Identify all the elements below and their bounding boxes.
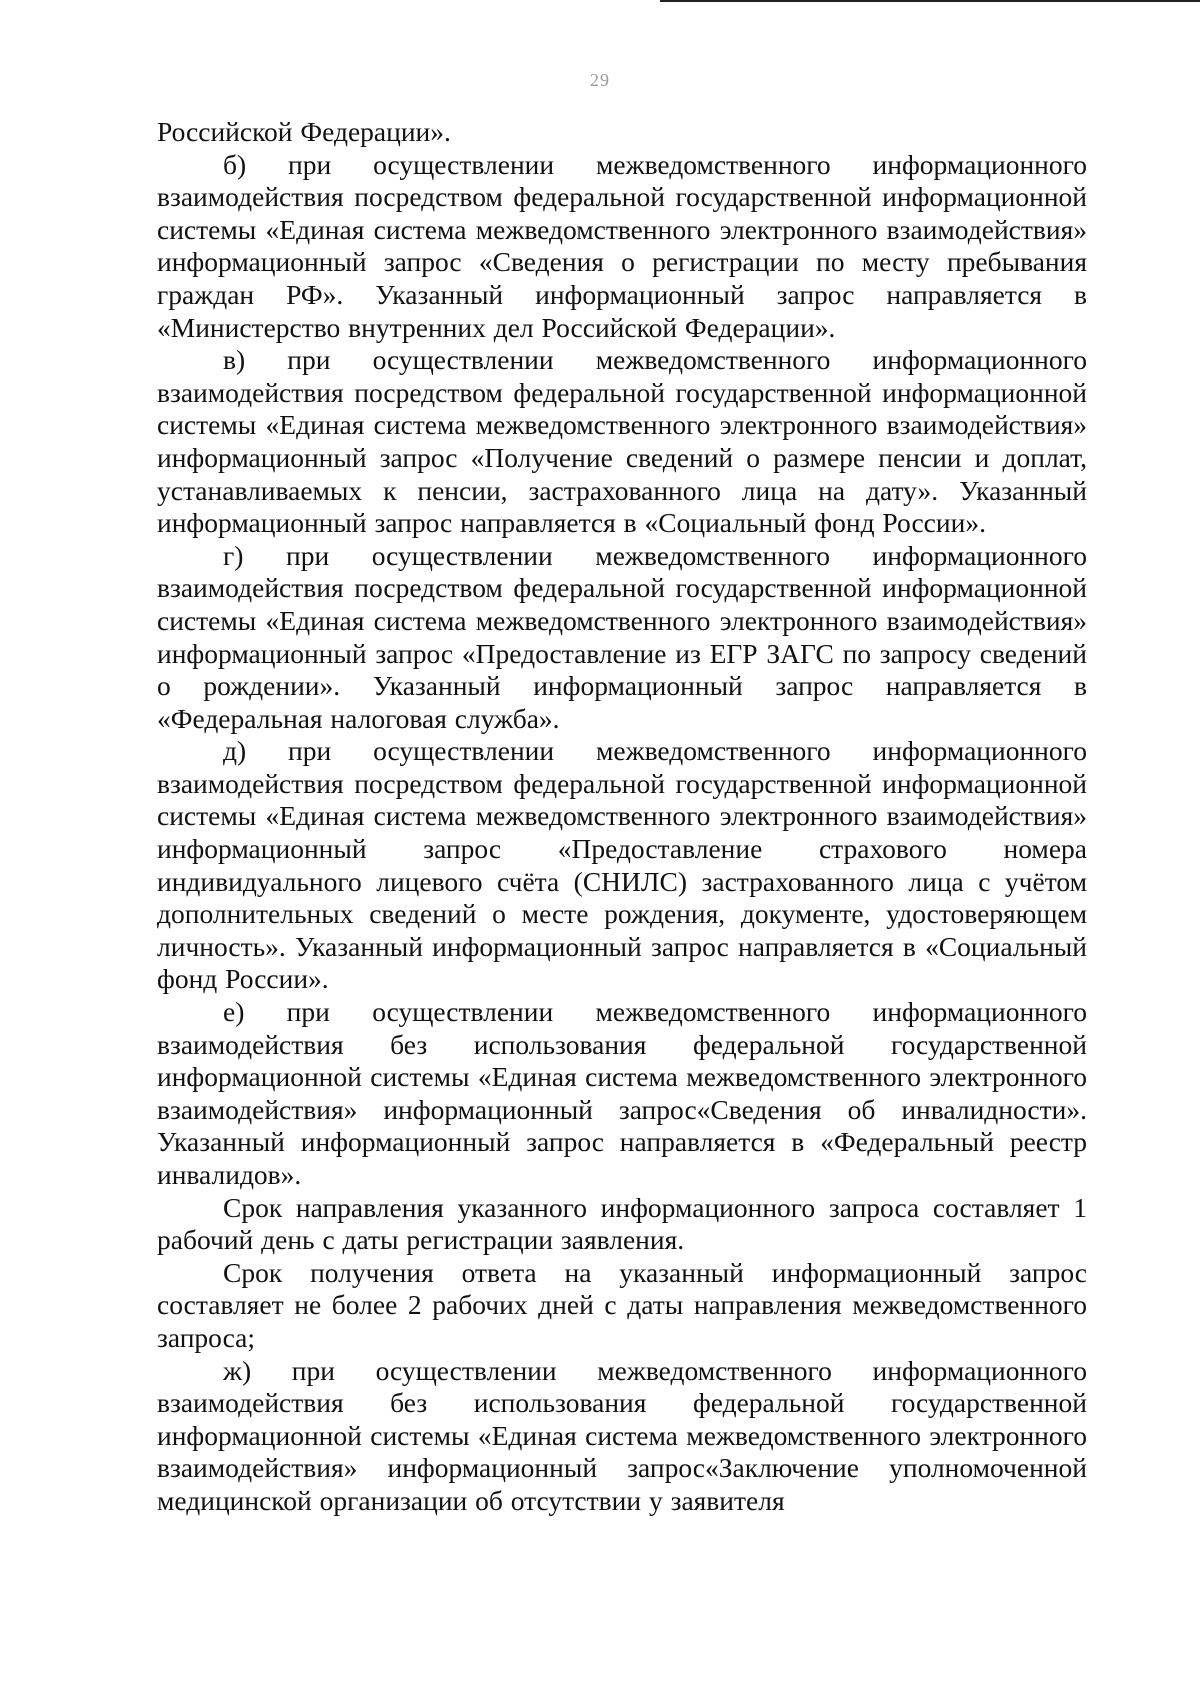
paragraph-request-deadline: Срок направления указанного информационного запроса составляет 1 рабочий день с даты регистрации заявления. <box>157 1191 1087 1256</box>
top-border-line <box>660 0 1200 2</box>
paragraph-continuation: Российской Федерации». <box>157 116 451 147</box>
paragraph-item-g: г) при осуществлении межведомственного информационного взаимодействия посредством федеральной государственной информационной системы «Единая система межведомственного электронного взаимодействия» информационный запрос «Предоставление из ЕГР ЗАГС по запросу сведений о рождении». Указанный информационный запрос направляется в «Федеральная налоговая служба». <box>157 539 1087 734</box>
paragraph-response-deadline: Срок получения ответа на указанный информационный запрос составляет не более 2 рабочих дней с даты направления межведомственного запроса; <box>157 1256 1087 1353</box>
document-body <box>157 116 1087 1518</box>
paragraph-item-v: в) при осуществлении межведомственного информационного взаимодействия посредством федеральной государственной информационной системы «Единая система межведомственного электронного взаимодействия» информационный запрос «Получение сведений о размере пенсии и доплат, устанавливаемых к пенсии, застрахованного лица на дату». Указанный информационный запрос направляется в «Социальный фонд России». <box>157 344 1087 539</box>
page-number: 29 <box>590 70 610 90</box>
paragraph-item-e: е) при осуществлении межведомственного информационного взаимодействия без использования федеральной государственной информационной системы «Единая система межведомственного электронного взаимодействия» информационный запрос«Сведения об инвалидности». Указанный информационный запрос направляется в «Федеральный реестр инвалидов». <box>157 996 1087 1190</box>
paragraph-item-d: д) при осуществлении межведомственного информационного взаимодействия посредством федеральной государственной информационной системы «Единая система межведомственного электронного взаимодействия» информационный запрос «Предоставление страхового номера индивидуального лицевого счёта (СНИЛС) застрахованного лица с учётом дополнительных сведений о месте рождения, документе, удостоверяющем личность». Указанный информационный запрос направляется в «Социальный фонд России». <box>157 735 1087 995</box>
paragraph-item-b: б) при осуществлении межведомственного информационного взаимодействия посредством федеральной государственной информационной системы «Единая система межведомственного электронного взаимодействия» информационный запрос «Сведения о регистрации по месту пребывания граждан РФ». Указанный информационный запрос направляется в «Министерство внутренних дел Российской Федерации». <box>157 148 1087 343</box>
paragraph-item-zh: ж) при осуществлении межведомственного информационного взаимодействия без использования федеральной государственной информационной системы «Единая система межведомственного электронного взаимодействия» информационный запрос«Заключение уполномоченной медицинской организации об отсутствии у заявителя <box>157 1354 1087 1516</box>
